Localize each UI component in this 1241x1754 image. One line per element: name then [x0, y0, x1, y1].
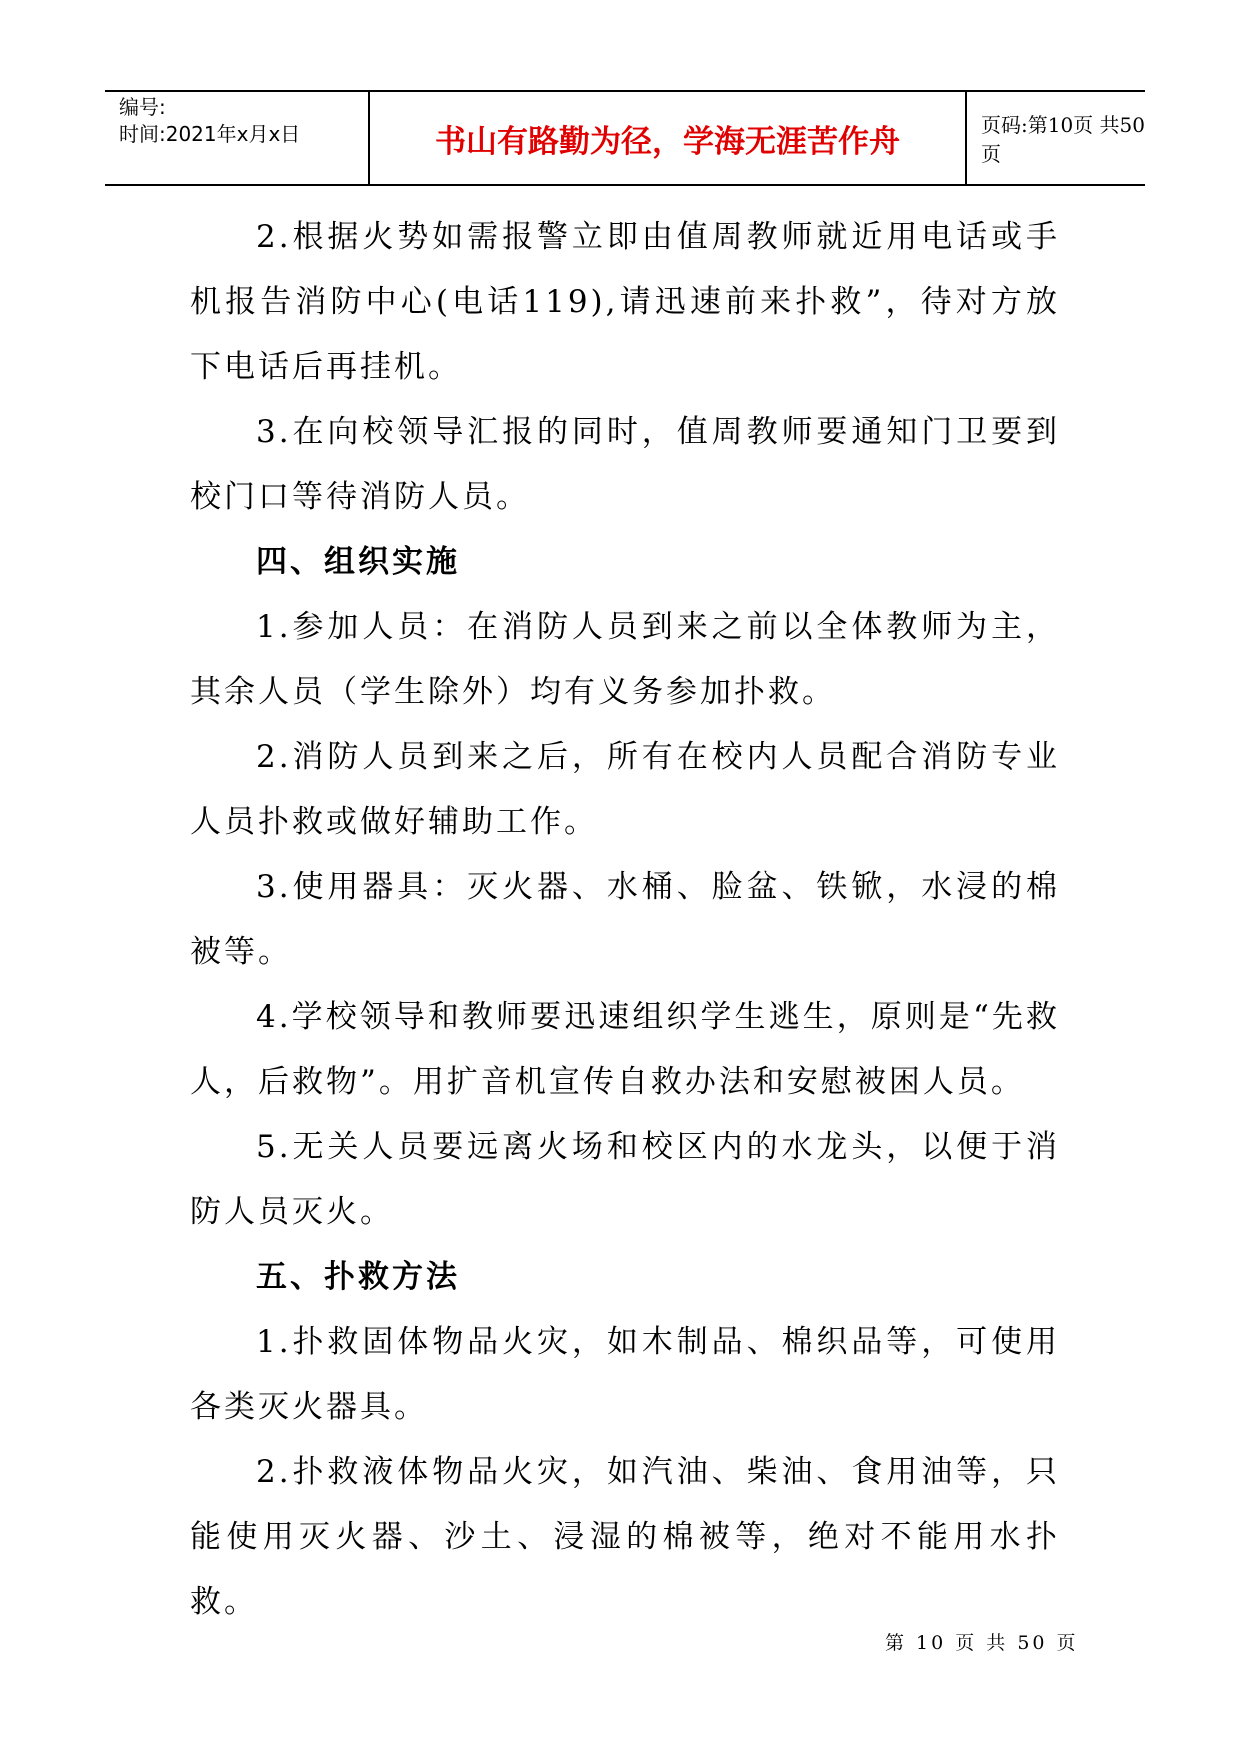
header-motto: 书山有路勤为径，学海无涯苦作舟	[370, 92, 967, 184]
paragraph: 3.在向校领导汇报的同时，值周教师要通知门卫要到校门口等待消防人员。	[190, 414, 1060, 515]
header-page-info: 页码:第10页 共50页	[981, 113, 1145, 166]
header-meta	[105, 92, 370, 184]
paragraph: 3.使用器具：灭火器、水桶、脸盆、铁锨，水浸的棉被等。	[190, 869, 1060, 970]
page-footer: 第 10 页 共 50 页	[885, 1632, 1079, 1654]
paragraph: 2.根据火势如需报警立即由值周教师就近用电话或手机报告消防中心(电话119),请迅速前来扑救”，待对方放下电话后再挂机。	[190, 219, 1060, 385]
time-label: 时间:2021年x月x日	[119, 122, 301, 146]
paragraph: 1.扑救固体物品火灾，如木制品、棉织品等，可使用各类灭火器具。	[190, 1324, 1060, 1425]
document-header	[105, 90, 1145, 186]
paragraph: 5.无关人员要远离火场和校区内的水龙头，以便于消防人员灭火。	[190, 1129, 1060, 1230]
document-body	[190, 205, 1060, 1635]
number-label: 编号:	[119, 95, 166, 119]
paragraph: 2.消防人员到来之后，所有在校内人员配合消防专业人员扑救或做好辅助工作。	[190, 739, 1060, 840]
section-heading: 四、组织实施	[256, 544, 460, 580]
paragraph: 1.参加人员：在消防人员到来之前以全体教师为主，其余人员（学生除外）均有义务参加扑救。	[190, 609, 1060, 710]
paragraph: 4.学校领导和教师要迅速组织学生逃生，原则是“先救人，后救物”。用扩音机宣传自救办法和安慰被困人员。	[190, 999, 1060, 1100]
paragraph: 2.扑救液体物品火灾，如汽油、柴油、食用油等，只能使用灭火器、沙土、浸湿的棉被等，绝对不能用水扑救。	[190, 1454, 1060, 1620]
section-heading: 五、扑救方法	[256, 1259, 460, 1295]
